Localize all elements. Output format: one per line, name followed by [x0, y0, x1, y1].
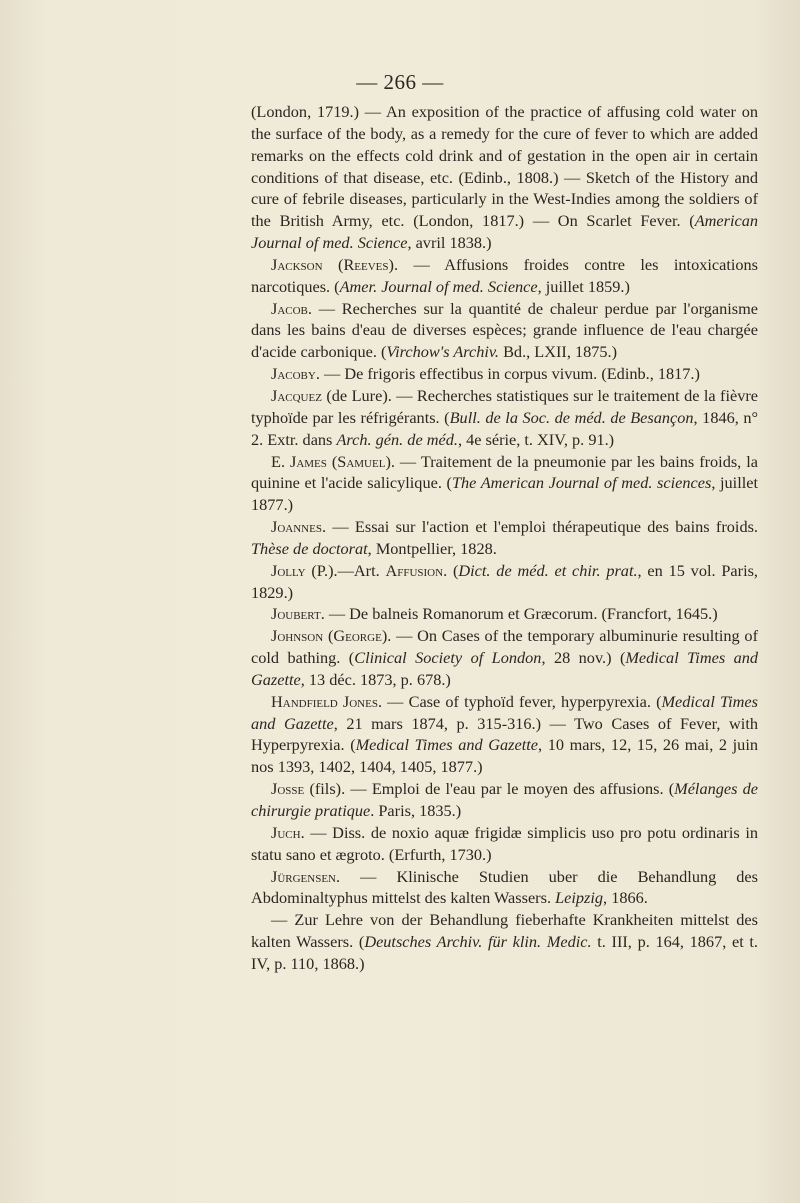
- author-name: Johnson: [271, 626, 324, 646]
- author-name: Joubert: [271, 604, 321, 624]
- bibliography-entry: [251, 363, 758, 385]
- bibliography-entry: [251, 385, 758, 451]
- entry-text: . — Klinische Studien uber die Behandlung des Abdominaltyphus mittelst des kalten Wassers.: [251, 866, 758, 908]
- entry-text: , 28 nov.) (: [541, 648, 626, 668]
- entry-text: (: [326, 451, 338, 471]
- publication-title: Clinical Society of London: [354, 648, 542, 668]
- entry-text: E.: [271, 451, 290, 471]
- bibliography-entry: [251, 516, 758, 560]
- author-name: Joannes: [271, 517, 322, 537]
- entry-text: , 21 mars 1874, p. 315-316.) — Two Cases of Fever, with Hyperpyrexia. (: [251, 713, 758, 755]
- publication-title: Medical Times and Gazette: [251, 691, 758, 733]
- entry-text: . — Essai sur l'action et l'emploi thérapeutique des bains froids.: [321, 517, 758, 537]
- publication-title: Virchow's Archiv.: [386, 342, 499, 362]
- author-name: Jackson: [271, 254, 323, 274]
- bibliography-entry: [251, 778, 758, 822]
- bibliography-entry: [251, 298, 758, 364]
- publication-title: Thèse de doctorat: [251, 538, 368, 558]
- bibliography-entry: [251, 603, 758, 625]
- entry-text: ). — On Cases of the temporary albuminurie resulting of cold bathing. (: [251, 626, 758, 668]
- entry-text: , Montpellier, 1828.: [367, 538, 497, 558]
- entry-text: (: [323, 626, 334, 646]
- publication-title: Medical Times and Gazette: [251, 648, 759, 689]
- entry-text: (London, 1719.) — An exposition of the practice of affusing cold water on the surface of the body, as a remedy for the cure of fever to which are added remarks on the effects cold drink and of gestation in the open air in certain conditions of that disease, etc. (Edinb., 1808.) — Sketch of the History and cure of febrile diseases, particularly in the West-Indies among the soldiers of the British Army, etc. (London, 1817.) — On Scarlet Fever. (: [251, 102, 758, 231]
- entry-text: . (: [443, 560, 459, 580]
- entry-text: . — De frigoris effectibus in corpus vivum. (Edinb., 1817.): [315, 364, 700, 384]
- entry-text: . — De balneis Romanorum et Græcorum. (Francfort, 1645.): [320, 604, 718, 624]
- author-name: Juch: [271, 822, 301, 842]
- page-number: — 266 —: [356, 70, 444, 94]
- bibliography-entry: [251, 866, 758, 910]
- publication-title: The American Journal of med. sciences: [451, 473, 712, 493]
- entry-text: . — Recherches sur la quantité de chaleur perdue par l'organisme dans les bains d'eau de diverses espèces; grande influence de l'eau chargée d'acide carbonique. (: [251, 298, 758, 362]
- entry-text: ). — Traitement de la pneumonie par les bains froids, la quinine et l'acide salicylique. (: [251, 451, 758, 493]
- bibliography-entry: [251, 254, 758, 298]
- entry-text: (fils). — Emploi de l'eau par le moyen des affusions. (: [304, 779, 675, 799]
- publication-title: Amer. Journal of med. Science: [339, 276, 538, 296]
- author-name: George: [333, 626, 382, 646]
- entry-text: (de Lure). — Recherches statistiques sur le traitement de la fièvre typhoïde par les réfrigérants. (: [251, 385, 758, 427]
- entry-text: . Paris, 1835.): [370, 801, 462, 820]
- bibliography-entry: [251, 822, 758, 866]
- publication-title: Mélanges de chirurgie pratique: [251, 779, 758, 820]
- entry-text: , juillet 1877.): [251, 473, 759, 515]
- author-name: Josse: [271, 779, 305, 799]
- bibliography-entry: [251, 625, 758, 691]
- entry-text: , 10 mars, 12, 15, 26 mai, 2 juin nos 1393, 1402, 1404, 1405, 1877.): [251, 735, 758, 777]
- author-name: James: [289, 451, 327, 471]
- bibliography-list: [251, 101, 758, 975]
- entry-text: Bd., LXII, 1875.): [499, 342, 618, 362]
- entry-text: t. III, p. 164, 1867, et t. IV, p. 110, 1868.): [251, 932, 758, 973]
- entry-text: , 1866.: [603, 888, 648, 908]
- entry-text: , 1846, n° 2. Extr. dans: [251, 407, 759, 449]
- publication-title: Leipzig: [555, 888, 604, 908]
- publication-title: Arch. gén. de méd.: [336, 429, 458, 449]
- entry-text: (P.).—Art.: [305, 560, 386, 580]
- bibliography-entry: [251, 909, 758, 975]
- author-name: Jürgensen: [271, 866, 337, 886]
- entry-text: (: [322, 254, 344, 274]
- author-name: Jones: [342, 691, 378, 711]
- author-name: Jacob: [271, 298, 308, 318]
- entry-text: , en 15 vol. Paris, 1829.): [251, 560, 759, 602]
- author-name: Handfield: [271, 691, 338, 711]
- author-name: Jacoby: [271, 364, 316, 384]
- bibliography-entry: [251, 101, 758, 254]
- bibliography-entry: [251, 560, 758, 604]
- author-name: Affusion: [385, 560, 444, 580]
- publication-title: Deutsches Archiv. für klin. Medic.: [364, 932, 592, 952]
- entry-text: . — Case of typhoïd fever, hyperpyrexia. (: [377, 691, 662, 711]
- author-name: Reeves: [343, 254, 389, 274]
- entry-text: , avril 1838.): [407, 233, 492, 253]
- author-name: Samuel: [337, 451, 386, 471]
- entry-text: , 13 déc. 1873, p. 678.): [300, 669, 451, 689]
- publication-title: Medical Times and Gazette: [355, 735, 538, 755]
- bibliography-entry: [251, 691, 758, 778]
- entry-text: ). — Affusions froides contre les intoxications narcotiques. (: [251, 254, 758, 296]
- entry-text: — Zur Lehre von der Behandlung fieberhafte Krankheiten mittelst des kalten Wassers. (: [251, 910, 758, 952]
- author-name: Jolly: [271, 560, 306, 580]
- publication-title: American Journal of med. Science: [251, 211, 758, 253]
- entry-text: , juillet 1859.): [537, 276, 630, 296]
- author-name: Jacquez: [271, 385, 322, 405]
- entry-text: . — Diss. de noxio aquæ frigidæ simplicis uso pro potu ordinaris in statu sano et ægroto. (Erfurth, 1730.): [251, 822, 758, 864]
- publication-title: Bull. de la Soc. de méd. de Besançon: [449, 407, 694, 427]
- entry-text: , 4e série, t. XIV, p. 91.): [457, 429, 615, 449]
- publication-title: Dict. de méd. et chir. prat.: [458, 560, 638, 580]
- bibliography-entry: [251, 451, 758, 517]
